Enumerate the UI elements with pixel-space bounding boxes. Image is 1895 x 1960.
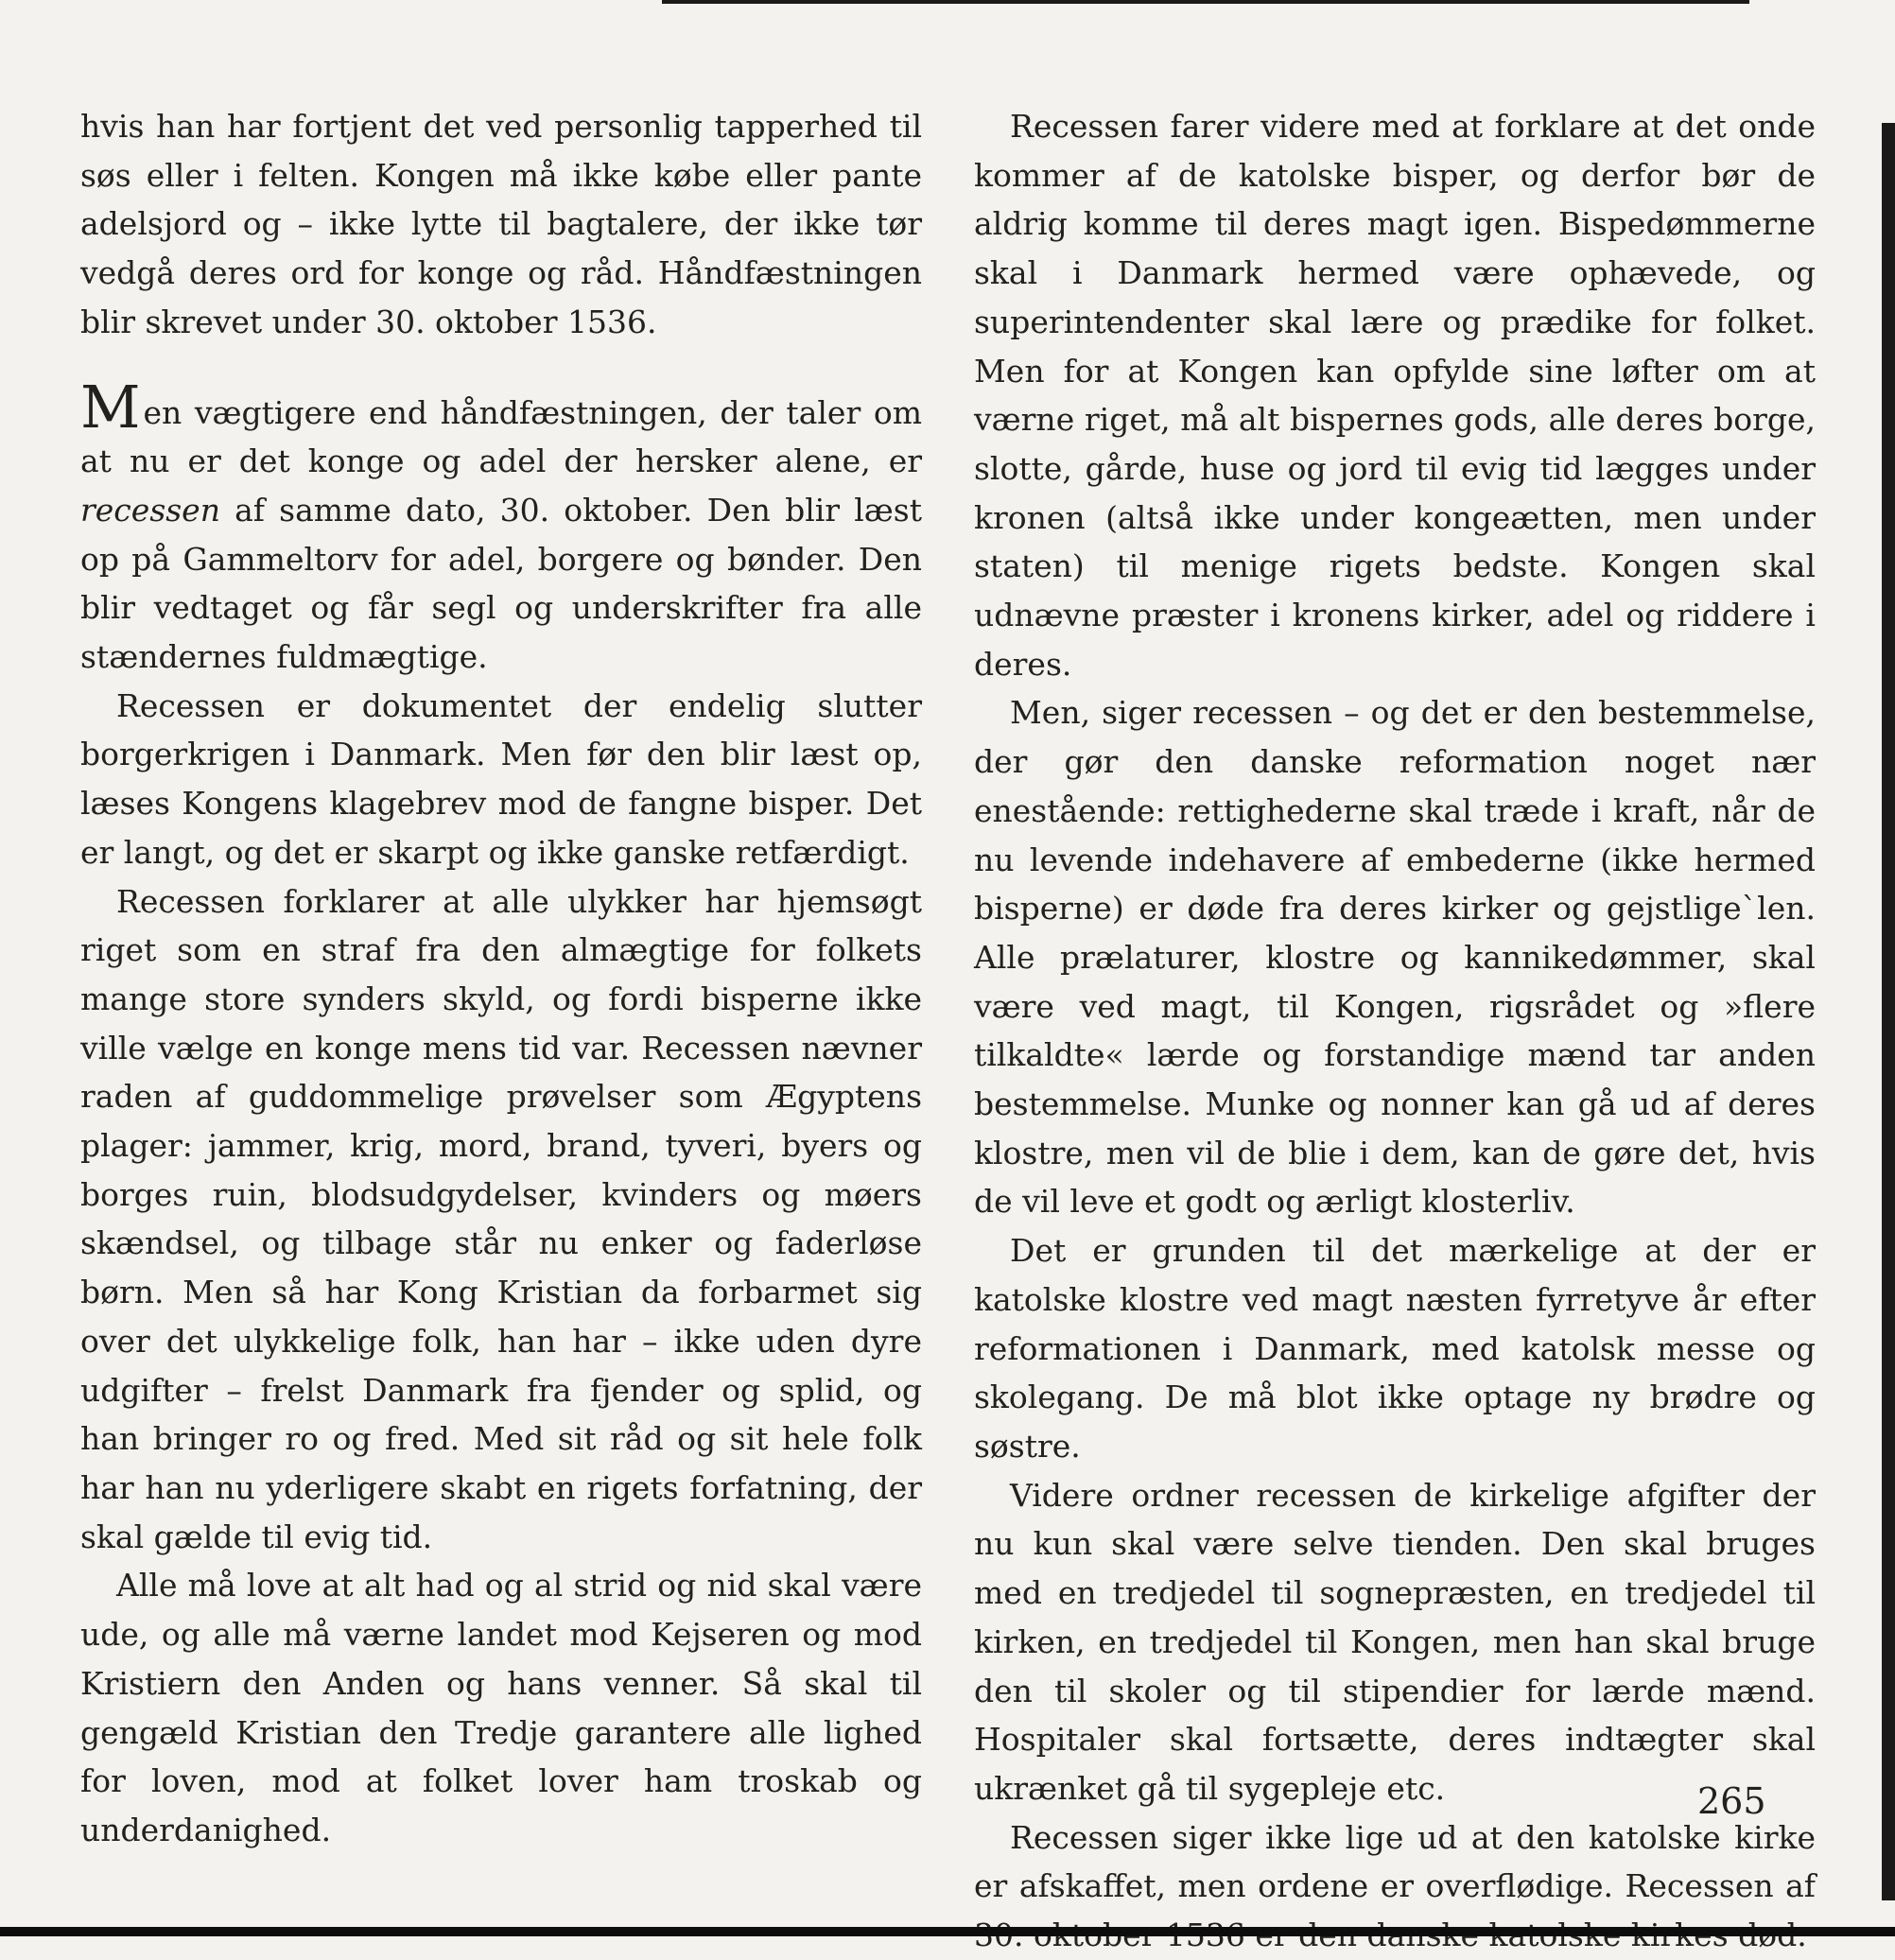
paragraph-with-drop-cap (80, 372, 922, 682)
paragraph: hvis han har fortjent det ved personlig tapperhed til søs eller i felten. Kongen må ikke købe eller pante adelsjord og – ikke lytte til bagtalere, der ikke tør vedgå deres ord for konge og råd. Håndfæstningen blir skrevet under 30. oktober 1536. (80, 108, 922, 340)
paragraph: Videre ordner recessen de kirkelige afgifter der nu kun skal være selve tienden. Den skal bruges med en tredjedel til sognepræsten, en tredjedel til kirken, en tredjedel til Kongen, men han skal bruge den til skoler og til stipendier for lærde mænd. Hospitaler skal fortsætte, deres indtægter skal ukrænket gå til sygepleje etc. (974, 1476, 1816, 1807)
paragraph-text: af samme dato, 30. oktober. Den blir læst op på Gammeltorv for adel, borgere og bønder. Den blir vedtaget og får segl og underskrifter fra alle stændernes fuldmægtige. (80, 491, 922, 676)
top-page-edge (662, 0, 1749, 4)
drop-cap: M (80, 372, 141, 442)
paragraph: Recessen forklarer at alle ulykker har hjemsøgt riget som en straf fra den almægtige for folkets mange store synders skyld, og fordi bisperne ikke ville vælge en konge mens tid var. Recessen nævner raden af guddommelige prøvelser som Ægyptens plager: jammer, krig, mord, brand, tyveri, byers og borges ruin, blodsudgydelser, kvinders og møers skændsel, og tilbage står nu enker og faderløse børn. Men så har Kong Kristian da forbarmet sig over det ulykkelige folk, han har – ikke uden dyre udgifter – frelst Danmark fra fjender og splid, og han bringer ro og fred. Med sit råd og sit hele folk har han nu yderligere skabt en rigets forfatning, der skal gælde til evig tid. (80, 882, 922, 1555)
paragraph: Alle må love at alt had og al strid og nid skal være ude, og alle må værne landet mod Kejseren og mod Kristiern den Anden og hans venner. Så skal til gengæld Kristian den Tredje garantere alle lighed for loven, mod at folket lover ham troskab og underdanighed. (80, 1567, 922, 1848)
left-column (80, 102, 922, 1855)
bottom-page-edge (0, 1927, 1895, 1936)
paragraph: Recessen farer videre med at forklare at det onde kommer af de katolske bisper, og derfor bør de aldrig komme til deres magt igen. Bispedømmerne skal i Danmark hermed være ophævede, og superintendenter skal lære og prædike for folket. Men for at Kongen kan opfylde sine løfter om at værne riget, må alt bispernes gods, alle deres borge, slotte, gårde, huse og jord til evig tid lægges under kronen (altså ikke under kongeætten, men under staten) til menige rigets bedste. Kongen skal udnævne præster i kronens kirker, adel og riddere i deres. (974, 108, 1816, 683)
paragraph: Recessen siger ikke lige ud at den katolske kirke er afskaffet, men ordene er overflødige. Recessen af (974, 1818, 1816, 1905)
right-column (974, 102, 1816, 1960)
italic-term: recessen (80, 491, 220, 529)
paragraph-text: en vægtigere end håndfæstningen, der taler om at nu er det konge og adel der hersker alene, er (80, 393, 922, 480)
paragraph: Det er grunden til det mærkelige at der er katolske klostre ved magt næsten fyrretyve år efter reformationen i Danmark, med katolsk messe og skolegang. De må blot ikke optage ny brødre og søstre. (974, 1232, 1816, 1465)
page-number: 265 (1697, 1780, 1766, 1822)
paragraph: Men, siger recessen – og det er den bestemmelse, der gør den danske reformation noget nær enestående: rettighederne skal træde i kraft, når de nu levende indehavere af embederne (ikke hermed bisperne) er døde fra deres kirker og gejstlige`len. Alle prælaturer, klostre og kannikedømmer, skal være ved magt, til Kongen, rigsrådet og »flere tilkaldte« lærde og forstandige mænd tar anden bestemmelse. Munke og nonner kan gå ud af deres klostre, men vil de blie i dem, kan de gøre det, hvis de vil leve et godt og ærligt klosterliv. (974, 694, 1816, 1221)
right-page-edge (1882, 123, 1895, 1900)
paragraph: Recessen er dokumentet der endelig slutter borgerkrigen i Danmark. Men før den blir læst op, læses Kongens klagebrev mod de fangne bisper. Det er langt, og det er skarpt og ikke ganske retfærdigt. (80, 686, 922, 871)
